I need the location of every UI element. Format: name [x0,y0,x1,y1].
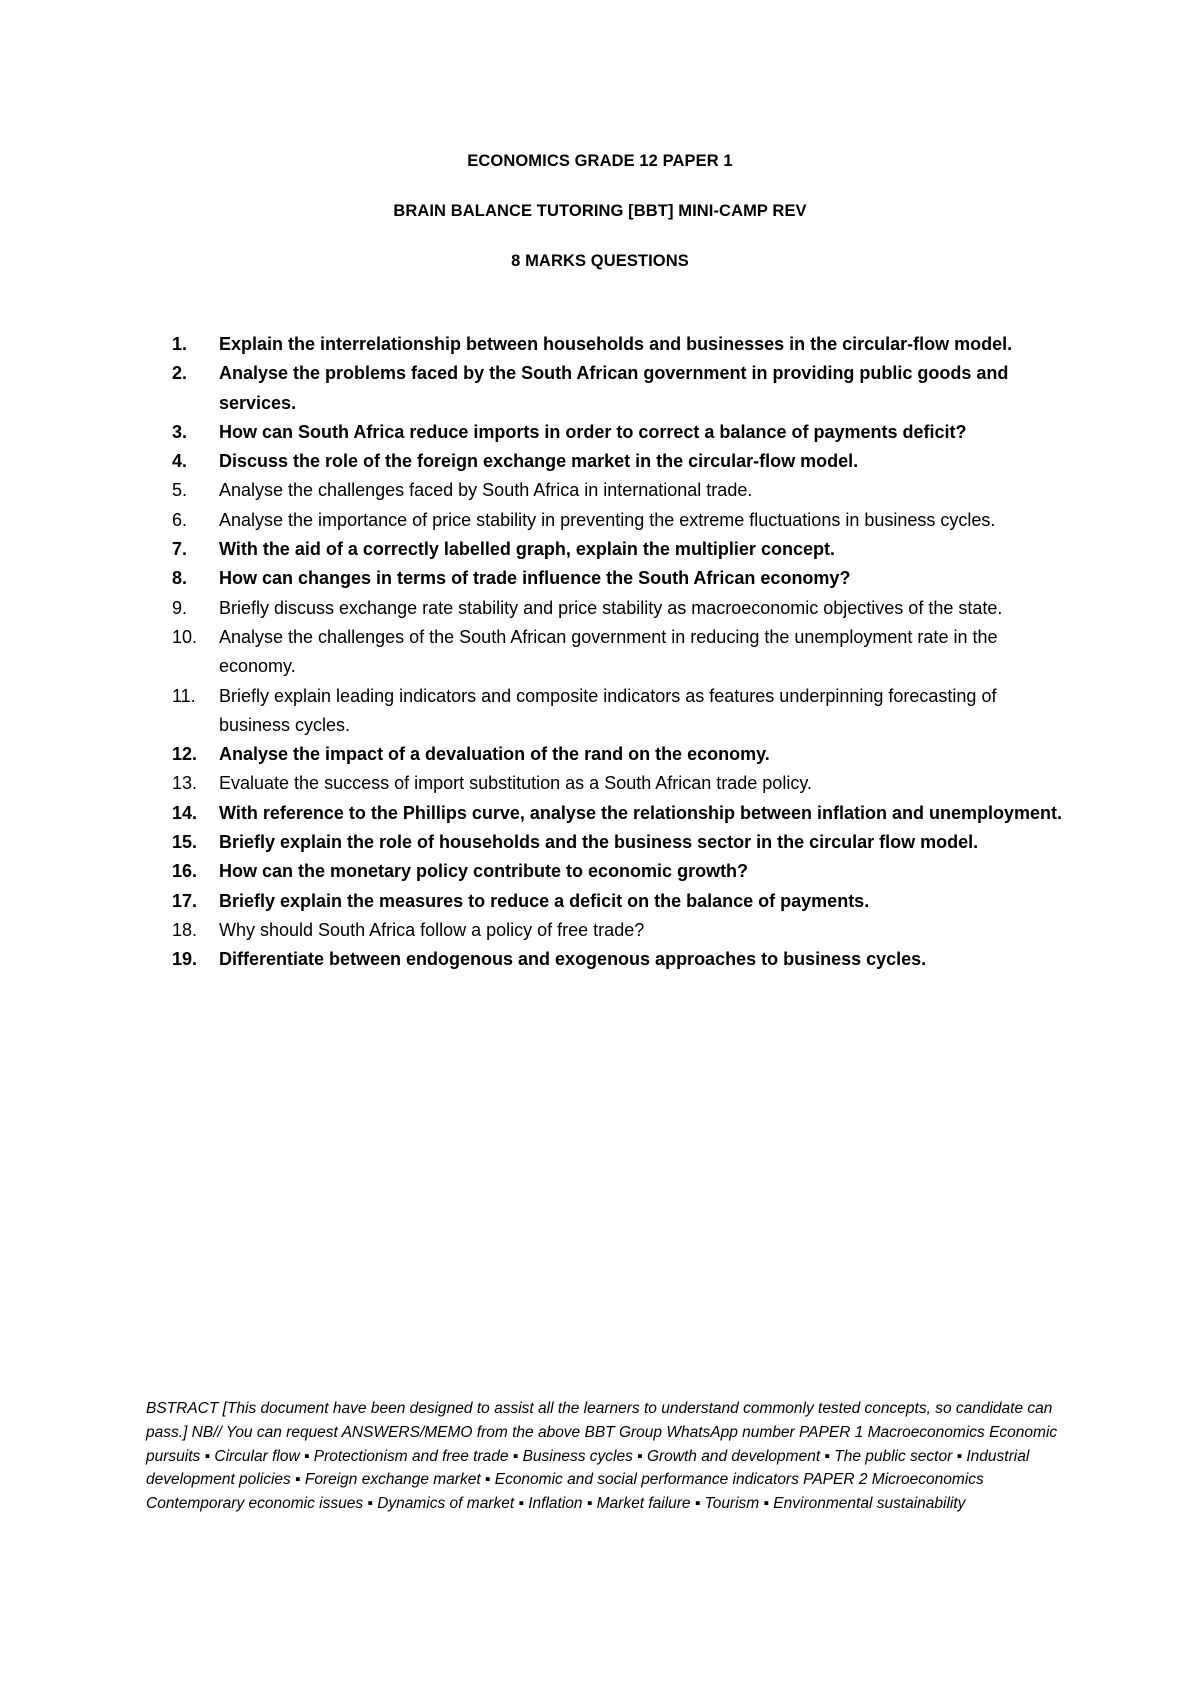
question-item [172,916,1072,945]
document-header [0,148,1200,298]
question-item [172,828,1072,857]
questions-list [172,330,1072,975]
question-item [172,506,1072,535]
question-item [172,682,1072,741]
question-text: Analyse the impact of a devaluation of the rand on the economy. [219,744,770,765]
question-text: Evaluate the success of import substitution as a South African trade policy. [219,773,812,794]
question-text: Explain the interrelationship between households and businesses in the circular-flow model. [219,334,1013,354]
question-item [172,418,1072,447]
question-text: Analyse the problems faced by the South African government in providing public goods and services. [219,363,1009,413]
question-number: 1. [172,334,188,354]
question-number: 18. [172,919,198,940]
title-line-1: ECONOMICS GRADE 12 PAPER 1 [467,152,733,170]
question-number: 13. [172,773,198,794]
question-item [172,887,1072,916]
question-text: With the aid of a correctly labelled graph, explain the multiplier concept. [219,539,835,560]
title-line-2: BRAIN BALANCE TUTORING [BBT] MINI-CAMP REV [393,202,807,220]
question-item [172,447,1072,476]
question-number: 9. [172,597,188,618]
question-number: 11. [172,685,196,706]
question-text: Analyse the challenges of the South African government in reducing the unemployment rate in the economy. [219,626,998,677]
question-number: 2. [172,363,188,384]
question-number: 4. [172,451,188,472]
title-line-3: 8 MARKS QUESTIONS [511,252,689,270]
question-number: 3. [172,421,188,442]
question-text: Briefly discuss exchange rate stability and price stability as macroeconomic objectives of the state. [219,597,1003,618]
question-text: With reference to the Phillips curve, analyse the relationship between inflation and unemployment. [219,802,1063,823]
question-item [172,330,1072,359]
question-item [172,945,1072,974]
question-text: Briefly explain the measures to reduce a deficit on the balance of payments. [219,890,870,911]
question-item [172,359,1072,418]
question-text: Discuss the role of the foreign exchange market in the circular-flow model. [219,451,859,472]
question-text: How can the monetary policy contribute to economic growth? [219,861,749,882]
question-text: Differentiate between endogenous and exogenous approaches to business cycles. [219,949,927,970]
question-text: Analyse the challenges faced by South Africa in international trade. [219,480,753,501]
question-text: Briefly explain the role of households and the business sector in the circular flow model. [219,832,979,853]
question-number: 16. [172,861,198,882]
question-item [172,857,1072,886]
question-number: 15. [172,832,198,853]
question-text: How can changes in terms of trade influence the South African economy? [219,568,851,589]
question-item [172,740,1072,769]
question-item [172,564,1072,593]
question-item [172,535,1072,564]
question-item [172,476,1072,505]
question-number: 5. [172,480,188,501]
question-item [172,623,1072,682]
question-item [172,594,1072,623]
question-number: 14. [172,802,198,823]
question-number: 10. [172,626,198,647]
abstract-text: BSTRACT [This document have been designed to assist all the learners to understand commonly tested concepts, so candidate can pass.] NB// You can request ANSWERS/MEMO from the above BBT Group WhatsApp number PAPER 1 Macroeconomics Economic pursuits ▪ Circular flow ▪ Protectionism and free trade ▪ Business cycles ▪ Growth and development ▪ The public sector ▪ Industrial development policies ▪ Foreign exchange market ▪ Economic and social performance indicators PAPER 2 Microeconomics Contemporary economic issues ▪ Dynamics of market ▪ Inflation ▪ Market failure ▪ Tourism ▪ Environmental sustainability [146,1400,1058,1513]
question-item [172,769,1072,798]
question-number: 17. [172,890,198,911]
question-text: Analyse the importance of price stability in preventing the extreme fluctuations in business cycles. [219,509,996,530]
question-text: Briefly explain leading indicators and composite indicators as features underpinning forecasting of business cycles. [219,685,997,735]
question-text: How can South Africa reduce imports in order to correct a balance of payments deficit? [219,421,967,442]
question-item [172,799,1072,828]
question-text: Why should South Africa follow a policy of free trade? [219,919,645,940]
question-number: 12. [172,744,198,765]
question-number: 19. [172,949,198,970]
question-number: 8. [172,568,188,589]
question-number: 6. [172,509,188,530]
question-number: 7. [172,539,188,560]
